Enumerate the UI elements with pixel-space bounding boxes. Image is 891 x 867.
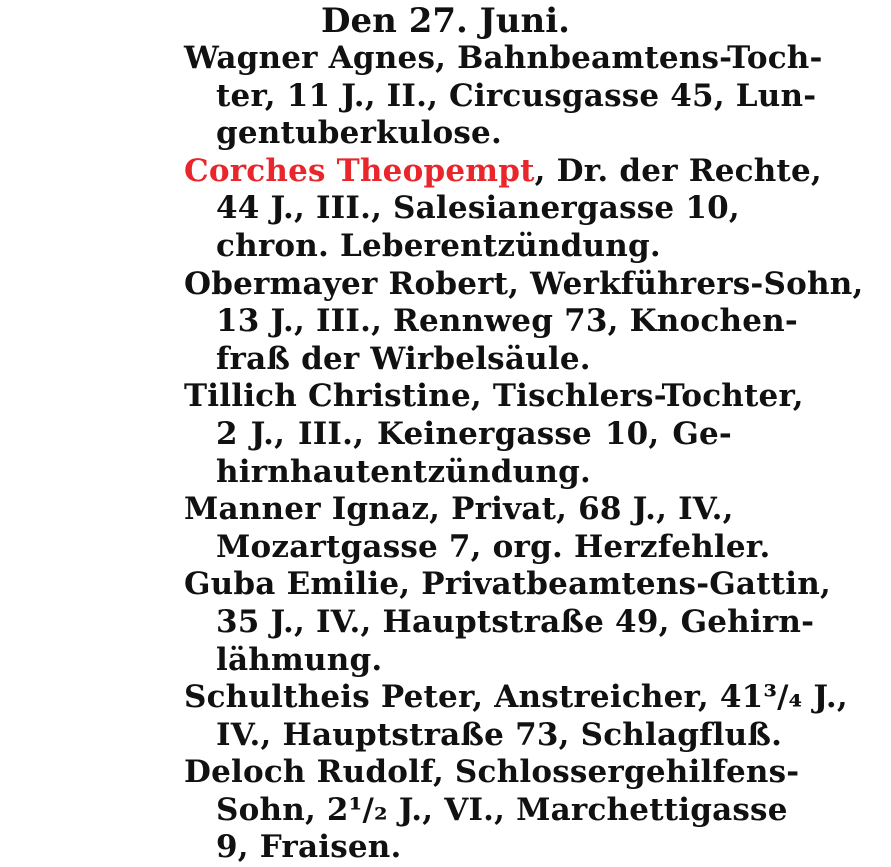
date-heading: Den 27. Juni. [321,1,570,41]
entry-line: fraß der Wirbelsäule. [216,340,591,377]
entry-line: 35 J., IV., Hauptstraße 49, Gehirn- [216,603,815,640]
list-item [184,491,771,566]
list-item [184,40,823,153]
entry-line: Deloch Rudolf, Schlossergehilfens- [184,754,800,791]
entry-line: Obermayer Robert, Werkführers-Sohn, [184,265,864,302]
highlighted-name: Corches Theopempt [184,152,535,189]
entry-line: Guba Emilie, Privatbeamtens-Gattin, [184,566,831,603]
entry-line: lähmung. [216,641,383,678]
entry-line: IV., Hauptstraße 73, Schlagfluß. [216,716,783,753]
entry-line [184,152,822,191]
list-item-highlighted [184,152,822,266]
entry-line: hirnhautentzündung. [216,453,591,490]
entry-line: 13 J., III., Rennweg 73, Knochen- [216,303,798,340]
entry-line: Manner Ignaz, Privat, 68 J., IV., [184,491,734,528]
entry-line: Sohn, 2¹/₂ J., VI., Marchettigasse [216,791,788,828]
list-item [184,265,864,379]
entry-line: chron. Leberentzündung. [216,227,661,264]
list-item [184,378,804,491]
list-item [184,566,831,679]
entry-line: Mozartgasse 7, org. Herzfehler. [216,528,771,565]
entry-line: 2 J., III., Keinergasse 10, Ge- [216,415,732,452]
entry-line-rest: , Dr. der Rechte, [534,152,822,189]
list-item [184,679,848,754]
entry-line: ter, 11 J., II., Circusgasse 45, Lun- [216,77,817,114]
entry-line: 9, Fraisen. [216,829,402,866]
entry-line: Tillich Christine, Tischlers-Tochter, [184,378,804,415]
entry-line: Schultheis Peter, Anstreicher, 41³/₄ J., [184,679,848,716]
death-register-list [184,40,864,867]
entry-line: gentuberkulose. [216,115,502,152]
entry-line: Wagner Agnes, Bahnbeamtens-Toch- [184,40,823,76]
entry-line: 44 J., III., Salesianergasse 10, [216,190,740,227]
list-item [184,754,800,867]
